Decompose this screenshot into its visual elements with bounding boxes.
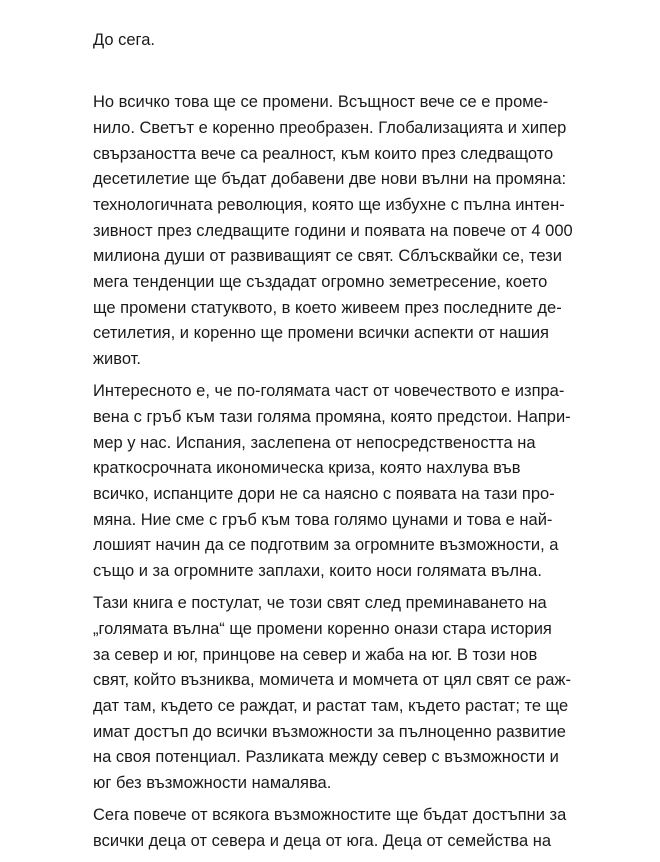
text-line: технологичната революция, която ще избухне с пълна интен- xyxy=(93,195,565,214)
text-line: живот. xyxy=(93,350,141,369)
text-line: всички деца от севера и деца от юга. Деца от семейства на xyxy=(93,831,552,850)
text-line: мяна. Ние сме с гръб към това голямо цунами и това е най- xyxy=(93,510,553,529)
text-line: десетилетие ще бъдат добавени две нови вълни на промяна: xyxy=(93,170,567,189)
text-line: мега тенденции ще създадат огромно земетресение, което xyxy=(93,273,548,291)
text-line: Но всичко това ще се промени. Всъщност вече се е проме- xyxy=(93,93,549,112)
text-line: краткосрочната икономическа криза, която нахлува във xyxy=(93,459,521,478)
text-line: До сега. xyxy=(93,31,155,49)
text-line: „голямата вълна“ ще промени коренно онази стара история xyxy=(93,619,552,638)
text-line: имат достъп до всички възможности за пълноценно развитие xyxy=(93,722,566,741)
text-line: свързаността вече са реалност, към които през следващото xyxy=(93,144,554,163)
paragraph xyxy=(93,90,573,373)
text-line: ще промени статуквото, в което живеем през последните де- xyxy=(93,298,562,317)
text-line: свят, който възниква, момичета и момчета от цял свят се раж- xyxy=(93,671,571,690)
text-line: всичко, испанците дори не са наясно с появата на тази про- xyxy=(93,485,555,503)
paragraph xyxy=(93,379,573,585)
text-line: нило. Светът е коренно преобразен. Глобализацията и хипер xyxy=(93,118,567,137)
text-line: милиона души от развиващият се свят. Сблъсквайки се, тези xyxy=(93,247,562,266)
paragraph xyxy=(93,28,573,54)
text-line: също и за огромните заплахи, които носи голямата вълна. xyxy=(93,562,542,581)
text-line: Тази книга е постулат, че този свят след преминаването на xyxy=(93,594,547,613)
paragraph xyxy=(93,591,573,797)
text-line: сетилетия, и коренно ще промени всички аспекти от нашия xyxy=(93,324,549,343)
text-line: дат там, където се раждат, и растат там, където растат; те ще xyxy=(93,697,569,715)
text-line: Сега повече от всякога възможностите ще бъдат достъпни за xyxy=(93,806,567,825)
text-line: за север и юг, принцове на север и жаба на юг. В този нов xyxy=(93,645,538,664)
paragraph-spacer xyxy=(93,60,573,90)
paragraph xyxy=(93,803,573,854)
text-line: зивност през следващите години и появата на повече от 4 000 xyxy=(93,221,573,240)
text-line: Интересното е, че по-голямата част от човечеството е изпра- xyxy=(93,382,565,401)
text-line: на своя потенциал. Разликата между север с възможности и xyxy=(93,748,559,767)
text-line: вена с гръб към тази голяма промяна, която предстои. Напри- xyxy=(93,407,571,426)
text-line: юг без възможности намалява. xyxy=(93,774,332,793)
document-body xyxy=(93,28,573,861)
text-line: лошият начин да се подготвим за огромните възможности, а xyxy=(93,536,559,555)
text-line: мер у нас. Испания, заслепена от непосредствеността на xyxy=(93,433,536,452)
